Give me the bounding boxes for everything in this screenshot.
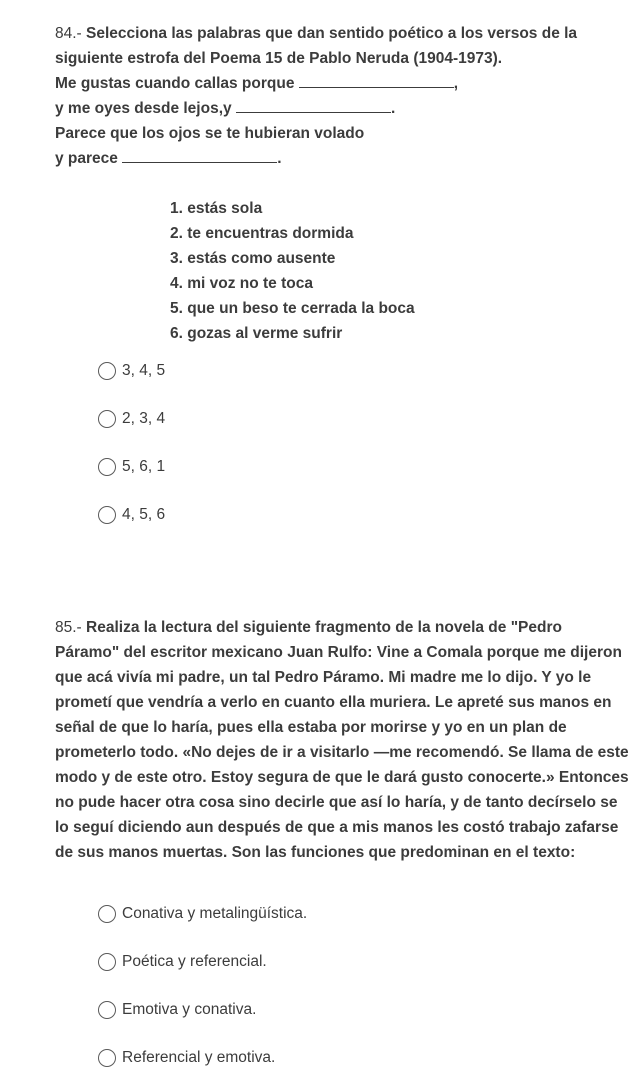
verse-text: y me oyes desde lejos,y: [55, 100, 232, 117]
option-label: 3, 4, 5: [122, 362, 166, 379]
radio-button[interactable]: [98, 410, 116, 428]
list-item: 5. que un beso te cerrada la boca: [170, 300, 415, 317]
q84-option-d[interactable]: [98, 504, 165, 526]
list-item: 1. estás sola: [170, 200, 263, 217]
list-item: 2. te encuentras dormida: [170, 225, 354, 242]
question-text: Selecciona las palabras que dan sentido poético a los versos de la siguiente estrofa del Poema 15 de Pablo Neruda (1904-1973).: [55, 25, 578, 67]
q85-option-d[interactable]: [98, 1047, 275, 1069]
radio-button[interactable]: [98, 362, 116, 380]
verse-punct: .: [277, 150, 282, 167]
radio-button[interactable]: [98, 506, 116, 524]
question-number: 85.-: [55, 619, 82, 636]
radio-button[interactable]: [98, 458, 116, 476]
q84-option-b[interactable]: [98, 408, 165, 430]
blank-2: [236, 96, 391, 113]
verse-punct: .: [390, 100, 396, 117]
phrase-list: [170, 196, 415, 346]
blank-1: [299, 71, 454, 88]
question-85-stem: [55, 615, 630, 865]
radio-button[interactable]: [98, 953, 116, 971]
option-label: 4, 5, 6: [122, 506, 166, 523]
radio-button[interactable]: [98, 1001, 116, 1019]
question-85: [55, 615, 630, 865]
option-label: Conativa y metalingüística.: [122, 905, 308, 922]
question-text: Realiza la lectura del siguiente fragmento de la novela de "Pedro Páramo" del escritor mexicano Juan Rulfo: Vine a Comala porque me dijeron que acá vivía mi padre, un tal Pedro Páramo. Mi madre me lo dijo. Y yo le prometí que vendría a verlo en cuanto ella muriera. Le apreté sus manos en señal de que lo haría, pues ella estaba por morirse y yo en un plan de prometerlo todo. «No dejes de ir a visitarlo —me recomendó. Se llama de este modo y de este otro. Estoy segura de que le dará gusto conocerte.» Entonces no pude hacer otra cosa sino decirle que así lo haría, y de tanto decírselo se lo seguí diciendo aun después de que a mis manos les costó trabajo zafarse de sus manos muertas. Son las funciones que predominan en el texto:: [55, 619, 629, 861]
verse-text: y parece: [55, 150, 118, 167]
verse-text: Me gustas cuando callas porque: [55, 75, 295, 92]
list-item: 3. estás como ausente: [170, 250, 336, 267]
option-label: 2, 3, 4: [122, 410, 166, 427]
list-item: 6. gozas al verme sufrir: [170, 325, 343, 342]
verse-line-2: [55, 96, 630, 121]
question-84: [55, 21, 630, 171]
q85-option-a[interactable]: [98, 903, 307, 925]
verse-line-3: Parece que los ojos se te hubieran volado: [55, 125, 365, 142]
radio-button[interactable]: [98, 1049, 116, 1067]
radio-button[interactable]: [98, 905, 116, 923]
verse-line-4: [55, 146, 630, 171]
q85-option-c[interactable]: [98, 999, 256, 1021]
option-label: Poética y referencial.: [122, 953, 267, 970]
option-label: Emotiva y conativa.: [122, 1001, 257, 1018]
question-number: 84.-: [55, 25, 82, 42]
q84-option-a[interactable]: [98, 360, 165, 382]
q85-option-b[interactable]: [98, 951, 267, 973]
question-84-stem: [55, 21, 630, 71]
q84-option-c[interactable]: [98, 456, 165, 478]
option-label: 5, 6, 1: [122, 458, 166, 475]
blank-3: [122, 146, 277, 163]
list-item: 4. mi voz no te toca: [170, 275, 313, 292]
option-label: Referencial y emotiva.: [122, 1049, 276, 1066]
verse-punct: ,: [453, 75, 459, 92]
verse-line-1: [55, 71, 630, 96]
